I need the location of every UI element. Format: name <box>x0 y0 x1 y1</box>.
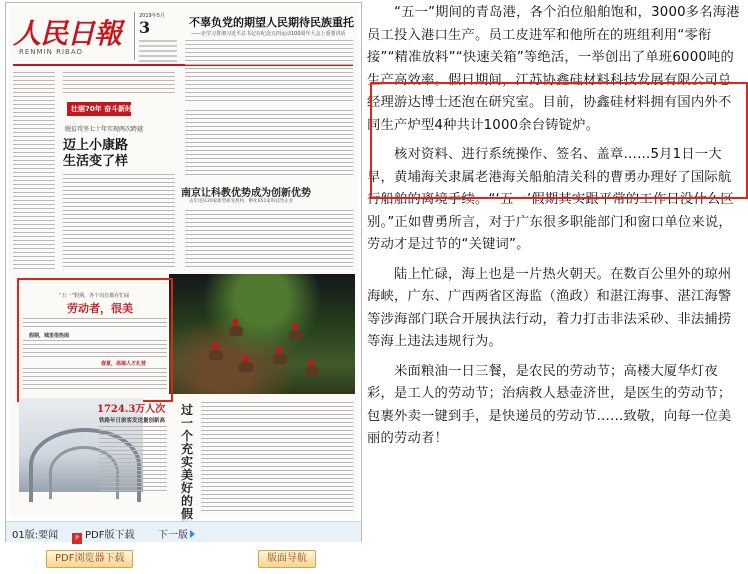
bottom-article-text <box>99 426 167 492</box>
arrow-right-icon <box>190 530 195 538</box>
date-line: 2019年5月 <box>139 13 165 19</box>
feature-title: 劳动者，很美 <box>67 302 133 315</box>
bottom-subheadline: 铁路年日旅客发送量创新高 <box>99 418 166 424</box>
pdf-browser-download-button[interactable]: PDF浏览器下载 <box>46 550 133 568</box>
feature-quote: “五一”假期，各个岗位都在忙碌 <box>59 293 130 299</box>
section-banner: 壮丽70年 奋斗新时代 <box>67 102 131 116</box>
middle-headline: 南京让科教优势成为创新优势 <box>181 188 311 199</box>
bottom-headline: 1724.3万人次 <box>97 404 166 415</box>
feature-highlight-box <box>17 278 173 402</box>
masthead-title: 人民日報 <box>13 17 122 50</box>
issue-date-box <box>134 12 183 60</box>
feature-subhead-2: 春夏，高端人才扎营 <box>101 361 147 367</box>
masthead <box>13 12 133 56</box>
big-title: 迈上小康路 生活变了样 <box>63 138 129 169</box>
article-paragraph-1: “五一”期间的青岛港，各个泊位船舶饱和，3000多名海港员工投入港口生产。员工皮进军和他所在的班组利用“零衔接”“精准放料”“快速关箱”等绝活，一举创出了单班6000吨的生产高效率。假日期间，江苏协鑫硅材料科技发展有限公司总经理游达博士还泡在研究室。目前，协鑫硅材料拥有国内外不同生产炉型4种共计1000余台铸锭炉。 <box>367 5 740 133</box>
middle-article-text <box>185 210 353 268</box>
feature-subhead-1: 假期，城里很热闹 <box>29 333 70 339</box>
lead-article-text <box>185 40 353 102</box>
vertical-headline: 过一个充实美好的假 <box>181 403 194 521</box>
feature-article-text <box>63 174 175 270</box>
masthead-subtitle: RENMIN RIBAO <box>19 48 83 56</box>
pdf-icon: P <box>72 533 82 544</box>
right-article-text <box>185 110 353 176</box>
horse-riders-photo <box>169 274 355 394</box>
bottom-right-text <box>201 402 353 512</box>
article-paragraph-2: 核对资料、进行系统操作、签名、盖章……5月1日一大早，黄埔海关隶属老港海关船舶清关科的曹勇办理好了国际航行船舶的离境手续。“‘五一’假期其实跟平常的工作日没什么区别。”正如曹勇所言，对于广东很多职能部门和窗口单位来说，劳动才是过节的“关键词”。 <box>367 147 734 252</box>
issue-number: 3 <box>139 18 151 37</box>
article-paragraph-3: 陆上忙碌，海上也是一片热火朝天。在数百公里外的琼州海峡，广东、广西两省区海监（渔政）和湛江海事、湛江海警等涉海部门联合开展执法行动，着力打击非法采砂、非法捕捞等海上违法违规行为。 <box>367 266 732 349</box>
front-page-headline: 不辜负党的期望人民期待民族重托 <box>189 16 354 29</box>
article-body <box>367 2 743 458</box>
middle-subheadline: 去年进驻20家新型研发机构，孵化651家科技型企业 <box>189 199 294 204</box>
kicker-text: 脱贫攻坚七十年实现两次跨越 <box>65 126 144 133</box>
newspaper-viewer <box>5 2 362 542</box>
next-page-label: 下一版 <box>158 530 188 541</box>
pdf-download-link[interactable] <box>72 526 134 544</box>
front-page-subheadline: ——论学习贯彻习近平总书记在纪念五四运动100周年大会上重要讲话 <box>191 31 346 37</box>
next-page-link[interactable] <box>158 526 195 541</box>
article-paragraph-4: 米面粮油一日三餐，是农民的劳动节；高楼大厦华灯夜彩，是工人的劳动节；治病救人悬壶济世，是医生的劳动节；包裹外卖一键到手，是快递员的劳动节……致敬，向每一位美丽的劳动者！ <box>367 363 732 446</box>
page-navigation-button[interactable]: 版面导航 <box>258 550 316 568</box>
left-column-text <box>13 72 55 272</box>
page-label: 01版:要闻 <box>12 530 59 541</box>
pdf-download-label: PDF版下载 <box>85 530 135 541</box>
lead-column-text <box>63 72 175 96</box>
newspaper-page-image[interactable] <box>9 6 358 521</box>
viewer-footer <box>6 521 361 542</box>
